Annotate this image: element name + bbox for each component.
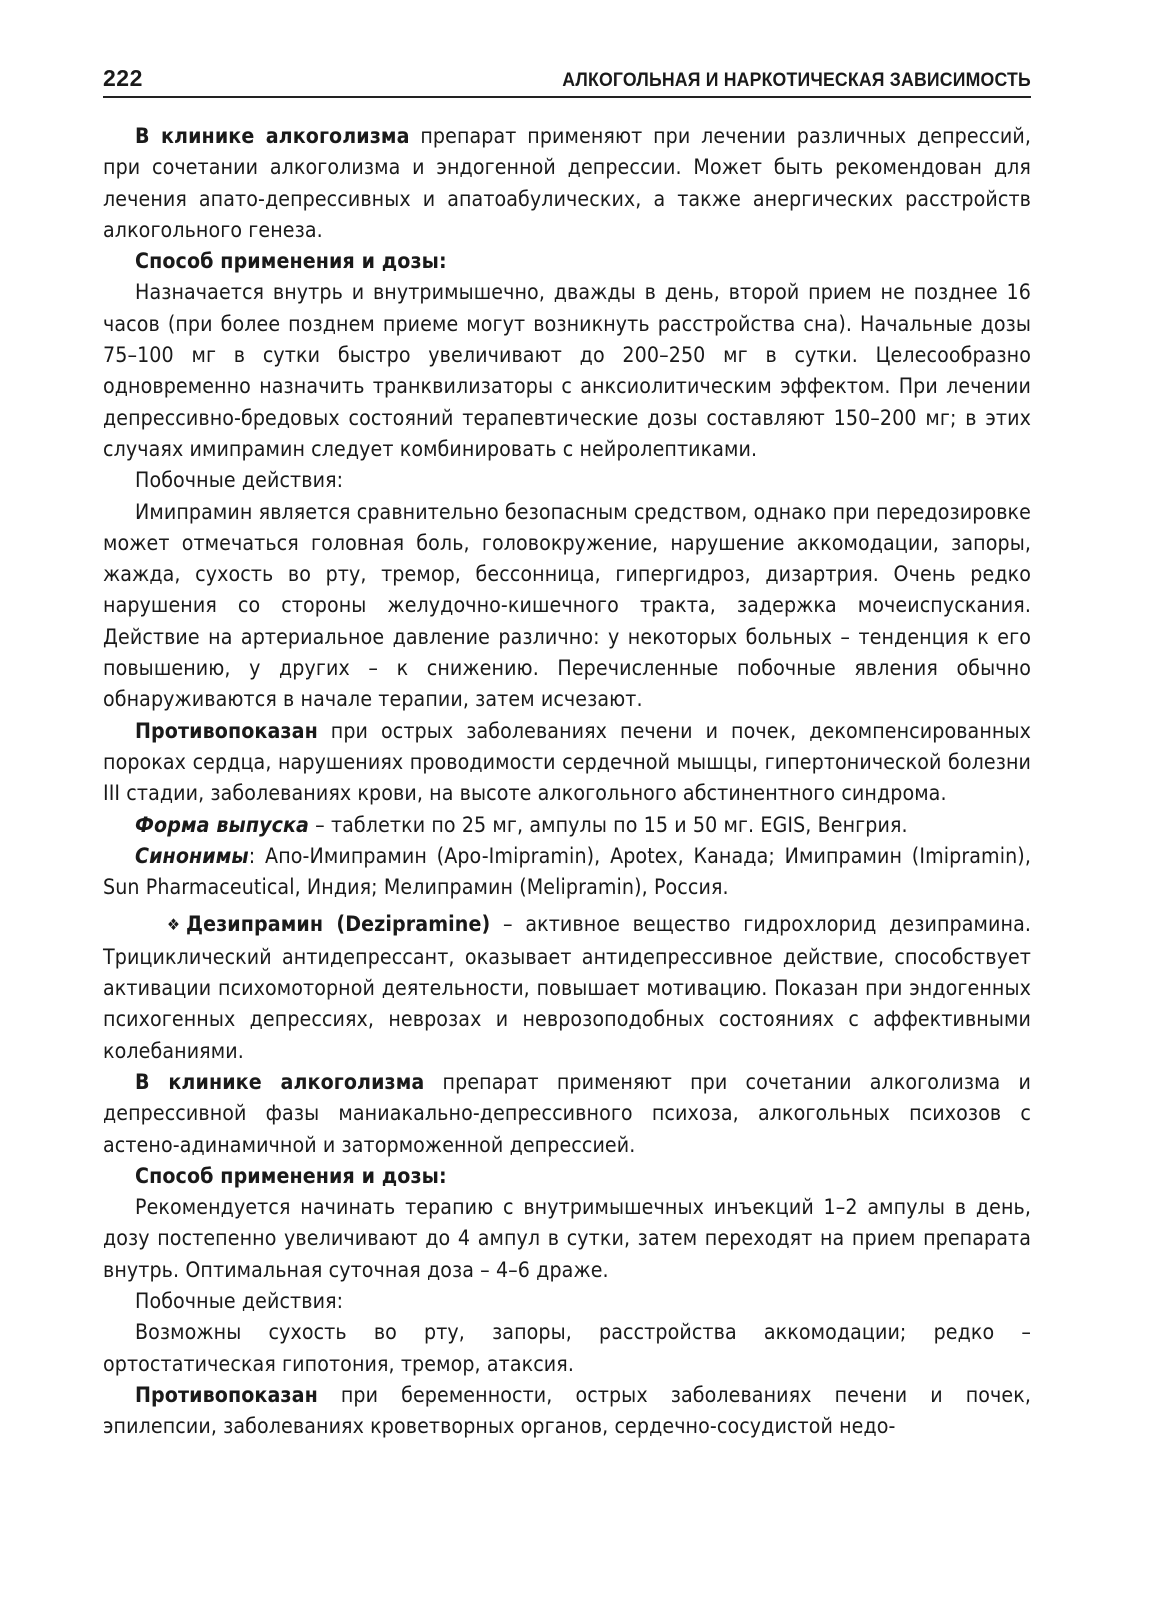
running-header <box>103 52 1031 98</box>
imipramine-dosage-paragraph: Назначается внутрь и внутримышечно, дважды в день, второй прием не позднее 16 часов (при более позднем приеме могут возникнуть расстройства сна). Начальные дозы 75–100 мг в сутки быстро увеличивают до 200–250 мг в сутки. Целесообразно одновременно назначить транквилизаторы с анксиолитическим эффектом. При лечении депрессивно-бредовых состояний терапевтические дозы составляют 150–200 мг; в этих случаях имипрамин следует комбинировать с нейролептиками. <box>103 279 1031 461</box>
desipramine-contraindications-paragraph: Противопоказан при беременности, острых заболеваниях печени и почек, эпилепсии, заболеваниях кроветворных органов, сердечно-сосудистой недо- <box>103 1381 1031 1439</box>
desipramine-clinic-paragraph: В клинике алкоголизма препарат применяют при сочетании алкоголизма и депрессивной фазы маниакально-депрессивного психоза, алкогольных психозов с астено-адинамичной и заторможенной депрессией. <box>103 1068 1031 1157</box>
imipramine-side-effects-heading: Побочные действия: <box>135 467 344 493</box>
desipramine-intro-paragraph: ❖ Дезипрамин (Dezipramine) – активное вещество гидрохлорид дезипрамина. Трициклический антидепрессант, оказывает антидепрессивное действие, способствует активации психомоторной деятельности, повышает мотивацию. Показан при эндогенных психогенных депрессиях, неврозах и неврозоподобных состояниях с аффективными колебаниями. <box>103 911 1031 1063</box>
imipramine-side-effects-paragraph: Имипрамин является сравнительно безопасным средством, однако при передозировке может отмечаться головная боль, головокружение, нарушение аккомодации, запоры, жажда, сухость во рту, тремор, бессонница, гипергидроз, дизартрия. Очень редко нарушения со стороны желудочно-кишечного тракта, задержка мочеиспускания. Действие на артериальное давление различно: у некоторых больных – тенденция к его повышению, у других – к снижению. Перечисленные побочные явления обычно обнаруживаются в начале терапии, затем исчезают. <box>103 498 1031 712</box>
imipramine-clinic-paragraph <box>103 120 1031 245</box>
desipramine-side-effects-paragraph: Возможны сухость во рту, запоры, расстройства аккомодации; редко – ортостатическая гипотония, тремор, атаксия. <box>103 1319 1031 1376</box>
desipramine-side-effects-heading: Побочные действия: <box>135 1287 344 1313</box>
desipramine-dosage-heading: Способ применения и дозы: <box>135 1162 447 1188</box>
page-body <box>103 120 1031 1441</box>
drug-name: Дезипрамин (Dezipramine) <box>186 911 491 937</box>
imipramine-form-paragraph: Форма выпуска – таблетки по 25 мг, ампулы по 15 и 50 мг. EGIS, Венгрия. <box>135 811 908 837</box>
form-label: Форма выпуска <box>135 811 310 837</box>
contraindications-label: Противопоказан <box>135 717 318 743</box>
imipramine-contraindications-paragraph: Противопоказан при острых заболеваниях печени и почек, декомпенсированных пороках сердца, нарушениях проводимости сердечной мышцы, гипертонической болезни III стадии, заболеваниях крови, на высоте алкогольного абстинентного синдрома. <box>103 717 1031 806</box>
running-title: АЛКОГОЛЬНАЯ И НАРКОТИЧЕСКАЯ ЗАВИСИМОСТЬ <box>562 70 1031 91</box>
book-page <box>103 52 1031 1441</box>
contraindications-label: Противопоказан <box>135 1381 318 1407</box>
imipramine-synonyms-paragraph: Синонимы: Апо-Имипрамин (Apo-Imipramin), Apotex, Канада; Имипрамин (Imipramin), Sun Pharmaceutical, Индия; Мелипрамин (Melipramin), Россия. <box>103 842 1031 900</box>
clinic-label: В клинике алкоголизма <box>135 123 410 148</box>
desipramine-dosage-paragraph: Рекомендуется начинать терапию с внутримышечных инъекций 1–2 ампулы в день, дозу постепенно увеличивают до 4 ампул в сутки, затем переходят на прием препарата внутрь. Оптимальная суточная доза – 4–6 драже. <box>103 1194 1031 1282</box>
diamond-bullet-icon: ❖ <box>167 915 181 935</box>
synonyms-label: Синонимы <box>135 842 249 868</box>
page-number: 222 <box>103 65 143 91</box>
clinic-label: В клинике алкоголизма <box>135 1068 425 1094</box>
imipramine-dosage-heading: Способ применения и дозы: <box>135 248 447 274</box>
clinic-text: препарат применяют при лечении различных депрессий, при сочетании алкоголизма и эндогенной депрессии. Может быть рекомендован для лечения апато-депрессивных и апатоабулических, а также анергических расстройств алкогольного генеза. <box>103 123 1031 242</box>
